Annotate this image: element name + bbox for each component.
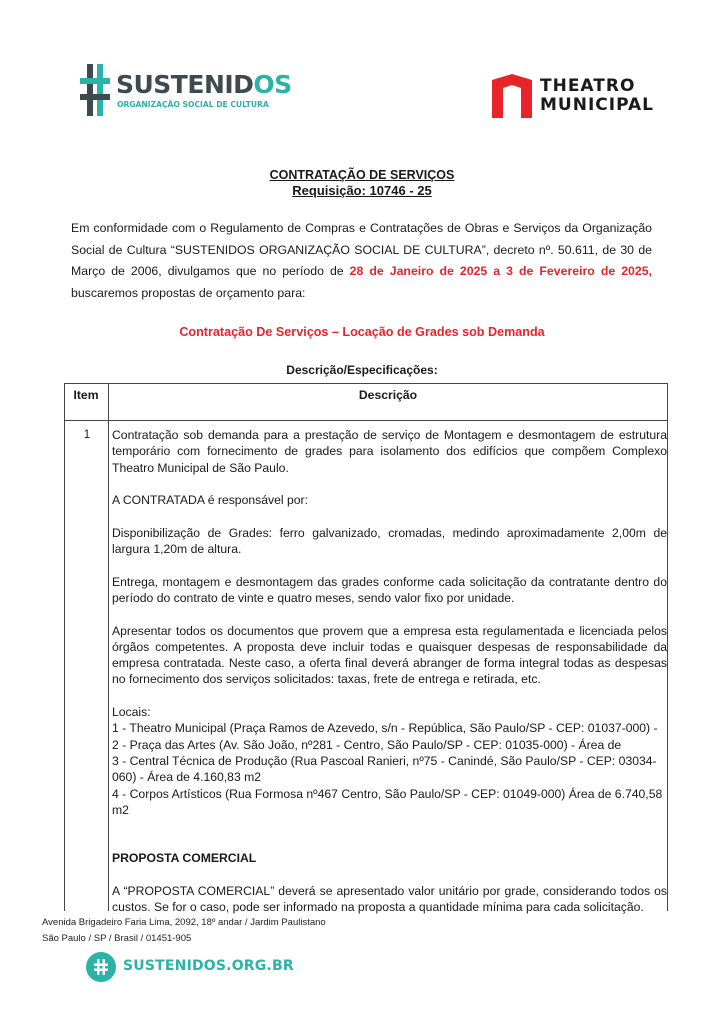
table-border-top [64, 383, 668, 384]
website-link[interactable]: SUSTENIDOS.ORG.BR [123, 958, 294, 974]
document-title: CONTRATAÇÃO DE SERVIÇOS [269, 168, 455, 182]
desc-paragraph-2: A CONTRATADA é responsável por: [112, 493, 308, 508]
sustenidos-logo [80, 64, 292, 120]
desc-paragraph-1: Contratação sob demanda para a prestação de serviço de Montagem e desmontagem de estrutura temporário com fornecimento de grades para isolamento dos edifícios que compõem Complexo Theatro Municipal de São Paulo. [112, 428, 667, 475]
period-highlight: 28 de Janeiro de 2025 a 3 de Fevereiro de 2025, [349, 264, 652, 278]
row-description [112, 427, 667, 932]
hash-icon [80, 64, 110, 116]
theatro-municipal-logo [490, 74, 660, 118]
address-line-2: São Paulo / SP / Brasil / 01451-905 [42, 933, 192, 944]
theatro-line2: MUNICIPAL [540, 95, 654, 115]
specification-table [64, 383, 668, 915]
subject-heading: Contratação De Serviços – Locação de Grades sob Demanda [179, 325, 545, 339]
proposta-text: A “PROPOSTA COMERCIAL” deverá se apresentado valor unitário por grade, considerando todos os custos. Se for o caso, pode ser informado na proposta a quantidade mínima para cada solicitação. [112, 883, 667, 915]
intro-paragraph: Em conformidade com o Regulamento de Compras e Contratações de Obras e Serviços da Organização Social de Cultura “SUSTENIDOS ORGANIZAÇÃO SOCIAL DE CULTURA”, decreto nº. 50.611, de 30 de Março de 2006, divulgamos que no período de 28 de Janeiro de 2025 a 3 de Fevereiro de 2025, buscaremos propostas de orçamento para: [71, 221, 652, 300]
header-item: Item [73, 388, 99, 402]
requisition-number: Requisição: 10746 - 25 [292, 183, 432, 198]
table-border-left [64, 383, 65, 911]
locais-item-3: 3 - Central Técnica de Produção (Rua Pascoal Ranieri, nº75 - Canindé, São Paulo/SP - CEP: 03034-060) - Área de 4.160,83 m2 [112, 753, 657, 785]
spec-label: Descrição/Especificações: [286, 363, 438, 377]
header-description: Descrição [358, 388, 418, 402]
locais-item-4: 4 - Corpos Artísticos (Rua Formosa nº467 Centro, São Paulo/SP - CEP: 01049-000) Área de 6.740,58 m2 [112, 786, 663, 817]
table-column-divider [108, 383, 109, 911]
table-border-right [667, 383, 668, 911]
row-item-number: 1 [83, 429, 91, 441]
table-header-divider [64, 420, 668, 421]
proposta-title: PROPOSTA COMERCIAL [112, 851, 257, 866]
desc-paragraph-4: Entrega, montagem e desmontagem das grades conforme cada solicitação da contratante dentro do período do contrato de vinte e quatro meses, sendo valor fixo por unidade. [112, 574, 667, 605]
theatro-arch-icon [490, 74, 534, 118]
theatro-line1: THEATRO [540, 76, 636, 96]
locais-item-2: 2 - Praça das Artes (Av. São João, nº281 - Centro, São Paulo/SP - CEP: 01035-000) - Área de [112, 737, 622, 752]
locais-label: Locais: [112, 705, 151, 720]
address-line-1: Avenida Brigadeiro Faria Lima, 2092, 18º andar / Jardim Paulistano [42, 917, 326, 928]
footer-website[interactable] [86, 952, 294, 984]
hash-circle-icon [86, 952, 116, 982]
desc-paragraph-3: Disponibilização de Grades: ferro galvanizado, cromadas, medindo aproximadamente 2,00m de largura 1,20m de altura. [112, 525, 667, 557]
sustenidos-subtitle: ORGANIZAÇÃO SOCIAL DE CULTURA [117, 100, 269, 109]
desc-paragraph-5: Apresentar todos os documentos que provem que a empresa esta regulamentada e licenciada pelos órgãos competentes. A proposta deve incluir todas e quaisquer despesas de responsabilidade da empresa contratada. Neste caso, a oferta final deverá abranger de forma integral todas as despesas no fornecimento dos serviços solicitados: taxas, frete de entrega e retirada, etc. [112, 623, 667, 687]
sustenidos-wordmark: SUSTENIDOS [116, 70, 292, 99]
locais-item-1: 1 - Theatro Municipal (Praça Ramos de Azevedo, s/n - República, São Paulo/SP - CEP: 01037-000) - [112, 721, 658, 736]
